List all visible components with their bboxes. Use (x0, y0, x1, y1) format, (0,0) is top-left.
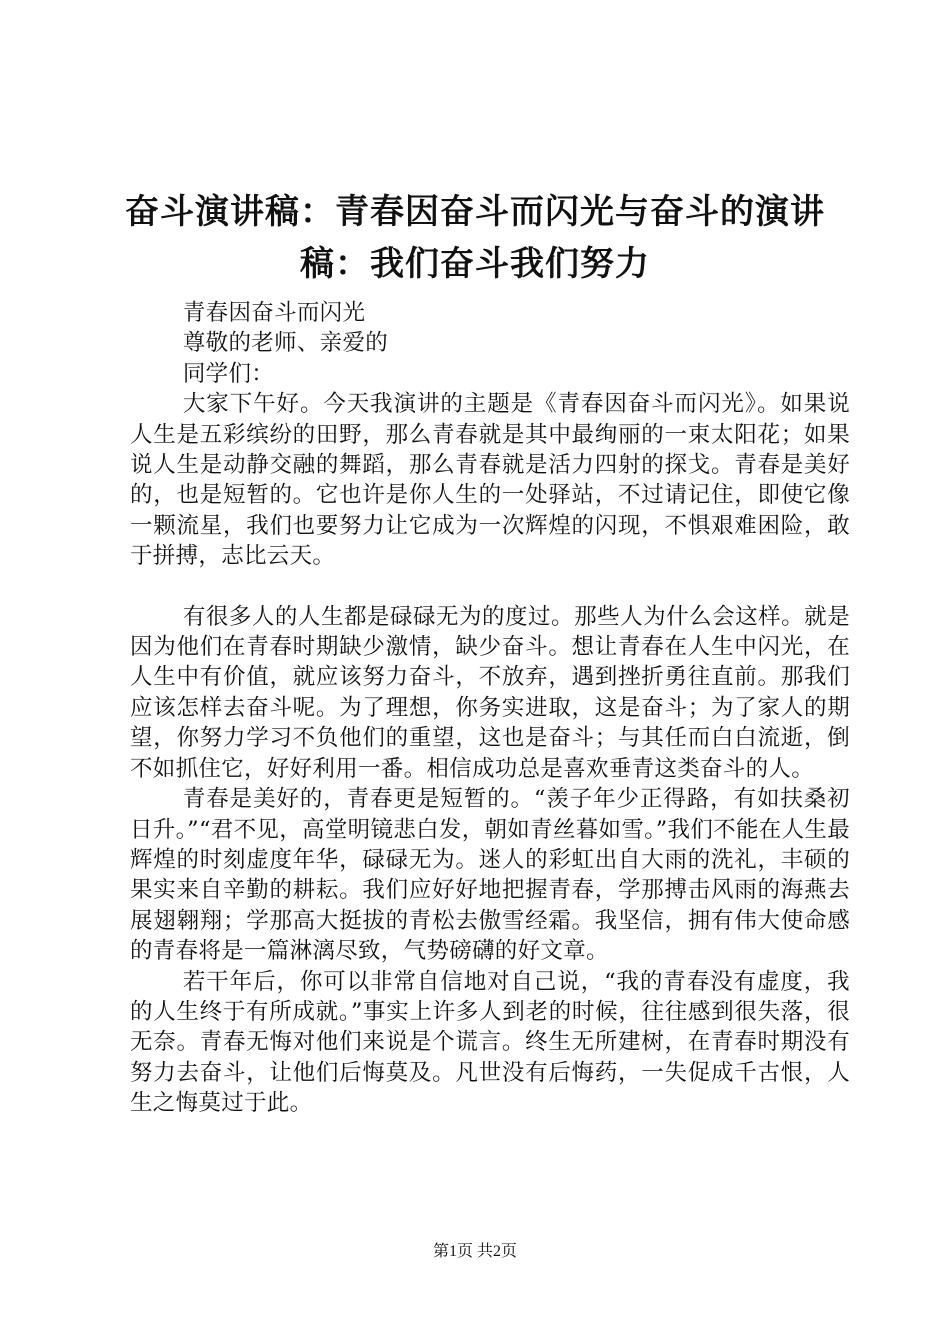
salutation-line: 尊敬的老师、亲爱的 (182, 330, 389, 357)
salutation-line: 同学们： (182, 360, 275, 387)
page-footer: 第1页 共2页 (432, 1243, 517, 1260)
body-paragraph: 有很多人的人生都是碌碌无为的度过。那些人为什么会这样。就是因为他们在青春时期缺少激情，缺少奋斗。想让青春在人生中闪光，在人生中有价值，就应该努力奋斗，不放弃，遇到挫折勇往直前。那我们应该怎样去奋斗呢。为了理想，你务实进取，这是奋斗；为了家人的期望，你努力学习不负他们的重望，这也是奋斗；与其任而白白流逝，倒不如抓住它，好好利用一番。相信成功总是喜欢垂青这类奋斗的人。 (130, 603, 850, 782)
body-paragraph: 大家下午好。今天我演讲的主题是《青春因奋斗而闪光》。如果说人生是五彩缤纷的田野，那么青春就是其中最绚丽的一束太阳花；如果说人生是动静交融的舞蹈，那么青春就是活力四射的探戈。青春是美好的，也是短暂的。它也许是你人生的一处驿站，不过请记住，即使它像一颗流星，我们也要努力让它成为一次辉煌的闪现，不惧艰难困险，敢于拼搏，志比云天。 (130, 391, 850, 570)
document-body (130, 298, 850, 1119)
body-paragraph: 若干年后，你可以非常自信地对自己说，“我的青春没有虚度，我的人生终于有所成就。”事实上许多人到老的时候，往往感到很失落，很无奈。青春无悔对他们来说是个谎言。终生无所建树，在青春时期没有努力去奋斗，让他们后悔莫及。凡世没有后悔药，一失促成千古恨，人生之悔莫过于此。 (130, 968, 850, 1117)
speech-heading: 青春因奋斗而闪光 (182, 300, 366, 326)
body-paragraph: 青春是美好的，青春更是短暂的。“羡子年少正得路，有如扶桑初日升。”“君不见，高堂明镜悲白发，朝如青丝暮如雪。”我们不能在人生最辉煌的时刻虚度年华，碌碌无为。迷人的彩虹出自大雨的洗礼，丰硕的果实来自辛勤的耕耘。我们应好好地把握青春，学那搏击风雨的海燕去展翅翱翔；学那高大挺拔的青松去傲雪经霜。我坚信，拥有伟大使命感的青春将是一篇淋漓尽致，气势磅礴的好文章。 (130, 786, 850, 965)
document-title: 奋斗演讲稿：青春因奋斗而闪光与奋斗的演讲稿：我们奋斗我们努力 (125, 192, 825, 284)
